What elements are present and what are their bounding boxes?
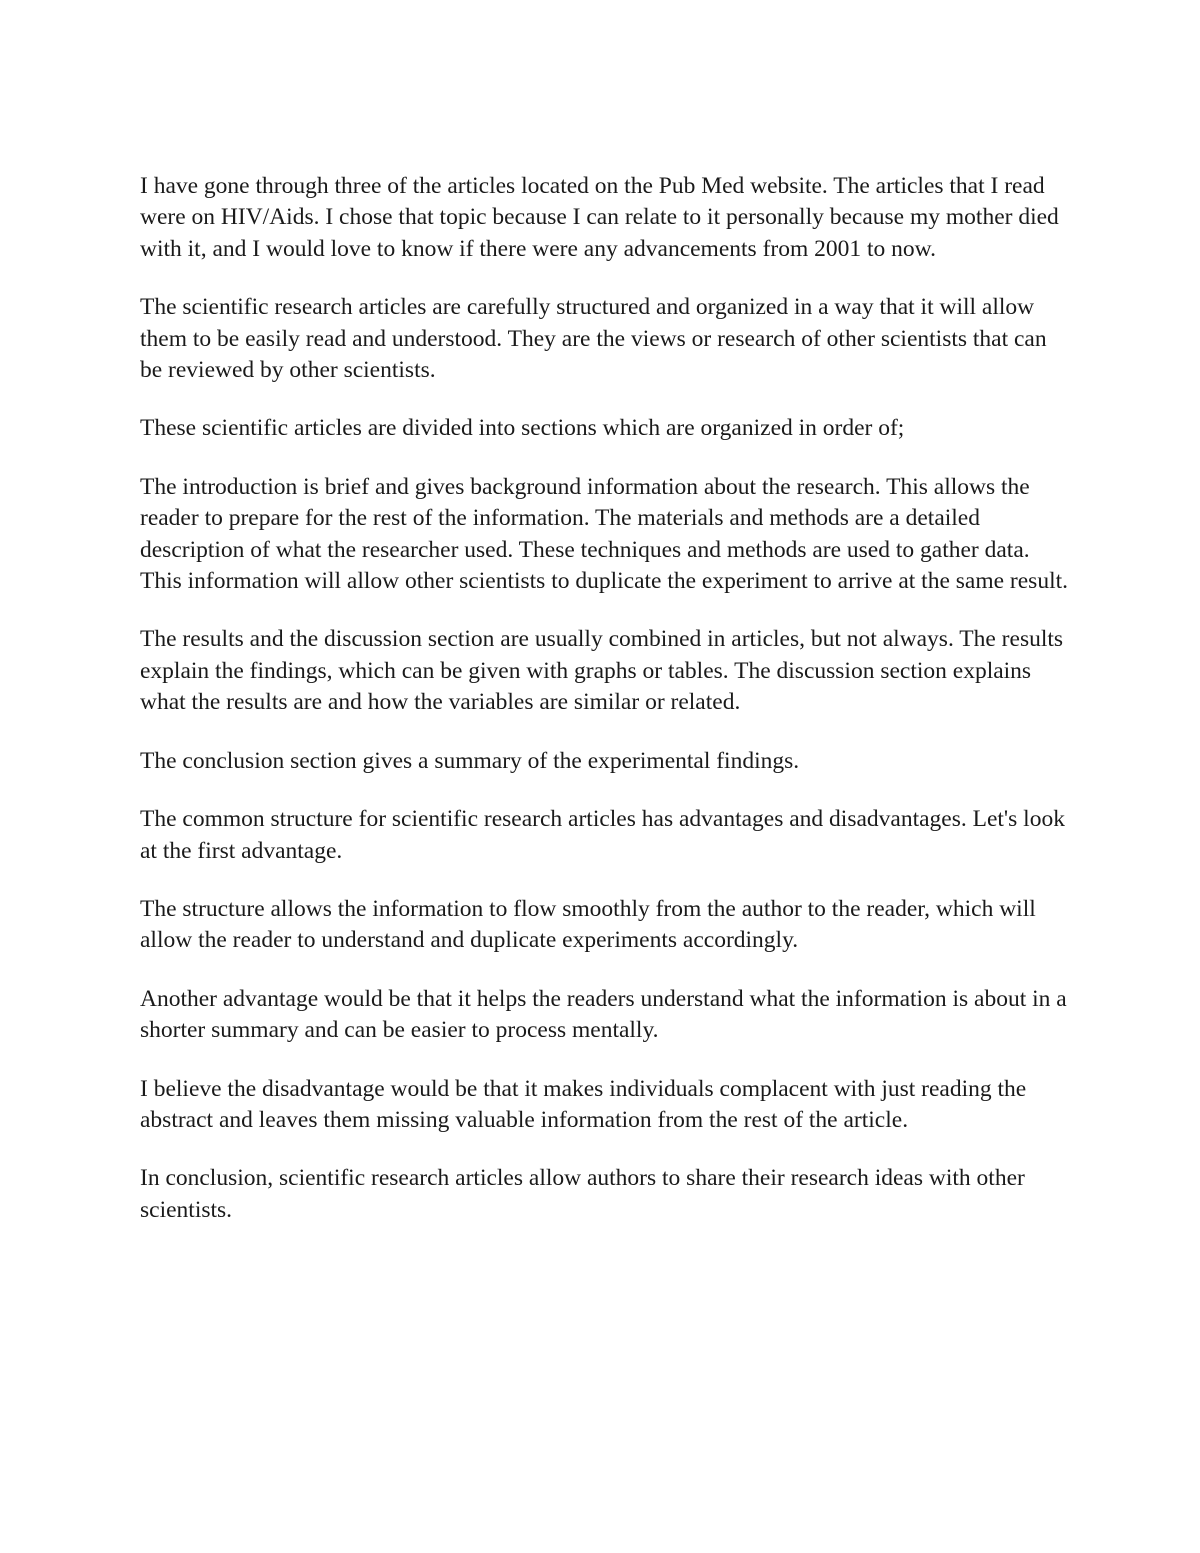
paragraph-5: The results and the discussion section are usually combined in articles, but not always. The results explain the findings, which can be given with graphs or tables. The discussion section explains what the results are and how the variables are similar or related. <box>140 626 1064 716</box>
paragraph-6: The conclusion section gives a summary of the experimental findings. <box>140 747 800 774</box>
paragraph-7: The common structure for scientific research articles has advantages and disadvantages. Let's look at the first advantage. <box>140 806 1065 864</box>
paragraph-9: Another advantage would be that it helps the readers understand what the information is about in a shorter summary and can be easier to process mentally. <box>140 985 1067 1044</box>
paragraph-3: These scientific articles are divided into sections which are organized in order of; <box>140 415 905 442</box>
paragraph-8: The structure allows the information to flow smoothly from the author to the reader, which will allow the reader to understand and duplicate experiments accordingly. <box>140 895 1036 954</box>
paragraph-1: I have gone through three of the articles located on the Pub Med website. The articles that I read were on HIV/Aids. I chose that topic because I can relate to it personally because my mother died with it, and I would love to know if there were any advancements from 2001 to now. <box>140 173 1059 262</box>
document-body <box>140 171 1070 1253</box>
paragraph-11: In conclusion, scientific research articles allow authors to share their research ideas with other scientists. <box>140 1165 1025 1223</box>
paragraph-4: The introduction is brief and gives background information about the research. This allows the reader to prepare for the rest of the information. The materials and methods are a detailed description of what the researcher used. These techniques and methods are used to gather data. This information will allow other scientists to duplicate the experiment to arrive at the same result. <box>140 473 1068 595</box>
paragraph-10: I believe the disadvantage would be that it makes individuals complacent with just reading the abstract and leaves them missing valuable information from the rest of the article. <box>140 1075 1027 1133</box>
paragraph-2: The scientific research articles are carefully structured and organized in a way that it will allow them to be easily read and understood. They are the views or research of other scientists that can be reviewed by other scientists. <box>140 294 1047 384</box>
